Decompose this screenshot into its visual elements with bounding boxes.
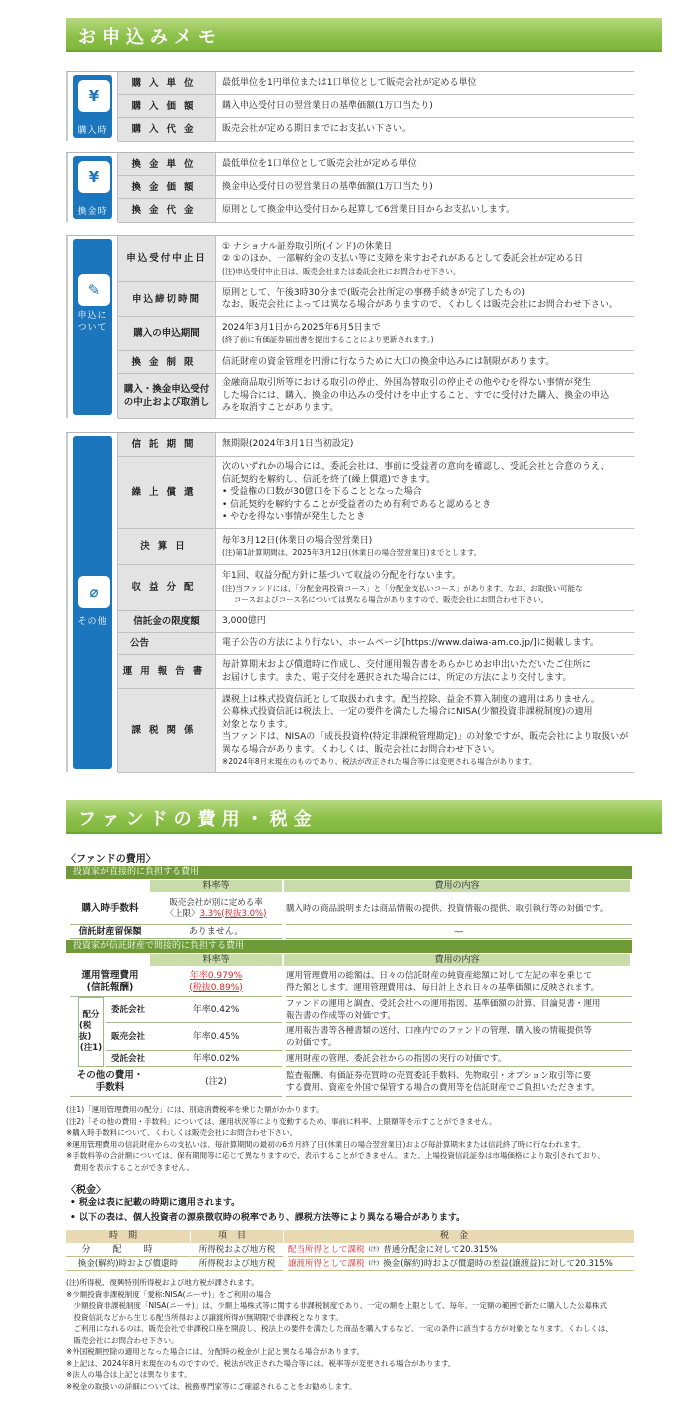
buy-fee-content: 購入時の商品説明または商品情報の提供、投資情報の提供、取引執行等の対価です。	[286, 893, 632, 925]
text-line: 課税上は株式投資信託として取扱われます。配当控除、益金不算入制度の適用はありません。	[222, 694, 600, 705]
distributor-content	[286, 1023, 632, 1051]
label-line: 配分	[82, 1010, 100, 1020]
row-value	[222, 374, 630, 418]
row-value	[222, 529, 630, 564]
row-label: 信託期間	[118, 433, 216, 456]
trustee-rate: 年率0.02%	[150, 1051, 282, 1067]
reserve-rate: ありません。	[150, 925, 282, 939]
row-label: 換金単位	[118, 153, 216, 175]
text-line: • やむを得ない事情が発生したとき	[222, 512, 366, 523]
row1-time: 分配時	[66, 1244, 190, 1257]
row-label: 換金価額	[118, 176, 216, 198]
text-line: した場合には、購入、換金の申込みの受付けを中止すること、すでに受付けた購入、換金の申込	[222, 390, 610, 401]
text-line: • 信託契約を解約することが受益者のため有利であると認めるとき	[222, 499, 492, 510]
row-value	[222, 689, 630, 772]
purchase-row	[118, 118, 634, 142]
trustor-rate: 年率0.42%	[150, 997, 282, 1023]
row-label: 換金制限	[118, 351, 216, 373]
fee-notes	[66, 1104, 646, 1173]
mgmt-fee-content	[286, 967, 632, 997]
note-line: ※少額投資非課税制度「愛称:NISA(ニーサ)」をご利用の場合	[66, 1289, 272, 1299]
purchase-section	[66, 71, 634, 141]
reserve-content: —	[286, 925, 632, 939]
note-line: ご利用になれるのは、販売会社で非課税口座を開設し、税法上の要件を満たした商品を購入するなど、一定の条件に該当する方が対象となります。くわしくは、	[66, 1324, 613, 1333]
row-label: 課税関係	[118, 689, 216, 772]
memo-title: お申込みメモ	[78, 27, 222, 48]
row-value: 原則として換金申込受付日から起算して6営業日目からお支払いします。	[222, 205, 516, 216]
text-line: ② ①のほか、一部解約金の支払い等に支障を来すおそれがあるとして委託会社が定める日	[222, 254, 583, 264]
row2-tax	[288, 1258, 634, 1271]
text-line: (注)当ファンドには、「分配金再投資コース」と「分配金支払いコース」があります。なお、お取扱い可能な	[222, 583, 583, 593]
label-line: (税抜)	[79, 1021, 92, 1042]
application-row	[118, 351, 634, 374]
row-label	[118, 633, 216, 654]
label-line: その他の費用・	[76, 1069, 144, 1081]
row-label: 購入代金	[118, 118, 216, 141]
item-header: 項目	[191, 1230, 283, 1243]
note-line: ※手数料等の合計額については、保有期間等に応じて異なりますので、表示することができません。また、上場投資信託証券は市場価格により取引されており、	[66, 1151, 605, 1160]
content-column-header: 費用の内容	[284, 880, 630, 892]
application-row	[118, 282, 634, 317]
note-mark: (注)	[368, 1260, 380, 1267]
tax-bullet: • 税金は表に記載の時期に適用されます。	[70, 1198, 241, 1208]
row-label: 申込締切時間	[118, 282, 216, 316]
rate-column-header: 料率等	[150, 880, 282, 892]
row-label: 運用報告書	[118, 655, 216, 688]
pen-icon: ✎	[78, 274, 110, 306]
row-value	[222, 317, 630, 350]
buy-fee-label: 購入時手数料	[70, 893, 150, 925]
label-text: 公告	[130, 638, 150, 649]
direct-costs-header: 投資家が直接的に負担する費用	[66, 866, 632, 879]
other-row	[118, 689, 634, 773]
redemption-row	[118, 153, 634, 176]
application-label-1: 申込に	[77, 311, 108, 321]
buy-rate-cap	[166, 909, 267, 920]
costs-banner	[66, 800, 662, 834]
tax-header: 税金	[284, 1230, 634, 1243]
text-line: 毎年3月12日(休業日の場合翌営業日)	[222, 535, 373, 546]
row-label: 決算日	[118, 529, 216, 564]
purchase-label: 購入時	[77, 126, 108, 136]
row-value: 3,000億円	[222, 616, 266, 627]
note-line: 費用を表示することができません。	[66, 1162, 194, 1172]
other-fees-content	[286, 1067, 632, 1097]
text-line: (注)申込受付中止日は、販売会社または委託会社にお問合わせ下さい。	[222, 266, 461, 276]
text-line: コースおよびコース名については異なる場合がありますので、販売会社にお問合わせ下さい。	[234, 594, 548, 604]
row-label: 購入の申込期間	[118, 317, 216, 350]
other-row	[118, 611, 634, 633]
note-line: ※法人の場合は上記とは異なります。	[66, 1370, 192, 1379]
redemption-label: 換金時	[77, 207, 108, 217]
application-row	[118, 236, 634, 282]
other-row	[118, 529, 634, 565]
label-line: (注1)	[79, 1043, 103, 1053]
note-line: ※購入時手数料について、くわしくは販売会社にお問合わせ下さい。	[66, 1128, 297, 1137]
label-line: (信託報酬)	[86, 981, 134, 993]
text-line: 毎計算期末および償還時に作成し、交付運用報告書をあらかじめお申出いただいたご住所に	[222, 660, 592, 670]
note-line: 投資信託などから生じる配当所得および譲渡所得が無期限で非課税となります。	[66, 1312, 343, 1322]
row2-time: 換金(解約)時および償還時	[66, 1258, 190, 1271]
note-line: 少額投資非課税制度「NISA(ニーサ)」は、少額上場株式等に関する非課税制度であり、一定の額を上限として、毎年、一定額の範囲で新たに購入した公募株式	[66, 1301, 608, 1310]
text-line: みを取消すことがあります。	[222, 403, 339, 414]
trustee-content: 運用財産の管理、委託会社からの指図の実行の対価です。	[286, 1051, 632, 1067]
distributor-rate: 年率0.45%	[150, 1023, 282, 1051]
text-line: (注)第1計算期間は、2025年3月12日(休業日の場合翌営業日)までとします。	[222, 548, 482, 558]
text-line: ① ナショナル証券取引所(インド)の休業日	[222, 241, 393, 252]
mgmt-fee-rate	[150, 967, 282, 997]
other-fees-label	[70, 1067, 150, 1097]
text-line: 報告書の作成等の対価です。	[286, 1010, 396, 1021]
row-label: 購入単位	[118, 72, 216, 94]
trustor-label: 委託会社	[106, 997, 150, 1023]
content-column-header: 費用の内容	[284, 954, 630, 966]
redemption-yen-icon: ¥	[78, 161, 110, 193]
text-line: 年1回、収益分配方針に基づいて収益の分配を行ないます。	[222, 571, 462, 582]
note-line: (注1)「運用管理費用の配分」には、別途消費税率を乗じた額がかかります。	[66, 1105, 324, 1114]
tax-notes	[66, 1277, 646, 1392]
redemption-row	[118, 176, 634, 199]
note-line: (注)所得税、復興特別所得税および地方税が課されます。	[66, 1278, 259, 1287]
row-label: 繰上償還	[118, 457, 216, 528]
row2-item: 所得税および地方税	[191, 1258, 283, 1271]
text-line: 公募株式投資信託は税法上、一定の要件を満たした場合にNISA(少額投資非課税制度)の適用	[222, 707, 593, 718]
note-line: ※税金の取扱いの詳細については、税務専門家等にご確認されることをお勧めします。	[66, 1381, 357, 1391]
note-mark: (注)	[368, 1246, 380, 1253]
paperclip-icon: ⌀	[78, 576, 110, 608]
note-line: (注2)「その他の費用・手数料」については、運用状況等により変動するため、事前に料率、上限額等を示すことができません。	[66, 1116, 497, 1126]
distributor-label: 販売会社	[106, 1023, 150, 1051]
other-icon-column	[66, 433, 118, 772]
application-row	[118, 374, 634, 419]
note-line: ※上記は、2024年8月末現在のものですので、税法が改正された場合等には、税率等が変更される場合があります。	[66, 1358, 456, 1368]
row-value	[222, 565, 630, 610]
redemption-row	[118, 199, 634, 223]
row-value	[222, 655, 630, 688]
row-value: 換金申込受付日の翌営業日の基準価額(1万口当たり)	[222, 181, 433, 192]
text-line: する費用、資産を外国で保管する場合の費用等を信託財産でご負担いただきます。	[286, 1082, 600, 1093]
other-row	[118, 633, 634, 655]
costs-title: ファンドの費用・税金	[78, 809, 318, 830]
text-line: 得た額とします。運用管理費用は、毎日計上され日々の基準価額に反映されます。	[286, 982, 600, 993]
rate-line: 年率0.979%	[189, 970, 243, 981]
taxation-type: 配当所得として課税	[288, 1245, 365, 1255]
row-label: 収益分配	[118, 565, 216, 610]
purchase-row	[118, 72, 634, 95]
text-line: ※2024年8月末現在のものであり、税法が改正された場合等には変更される場合があります。	[222, 757, 537, 767]
other-row	[118, 655, 634, 689]
tax-bullet: • 以下の表は、個人投資者の源泉徴収時の税率であり、課税方法等により異なる場合があります。	[70, 1213, 466, 1223]
other-row	[118, 457, 634, 529]
text-line: 異なる場合があります。くわしくは、販売会社にお問合わせ下さい。	[222, 744, 501, 755]
label-line: 運用管理費用	[81, 969, 139, 981]
application-icon-column	[66, 236, 118, 418]
note-line: 販売会社にお問合わせ下さい。	[66, 1335, 179, 1345]
text-line: お届けします。また、電子交付を選択された場合には、所定の方法により交付します。	[222, 672, 572, 683]
row-value: 無期限(2024年3月1日当初設定)	[222, 439, 354, 450]
row1-item: 所得税および地方税	[191, 1244, 283, 1257]
row-value: 信託財産の資金管理を円滑に行なうために大口の換金申込みには制限があります。	[222, 356, 555, 367]
text-line: 金融商品取引所等における取引の停止、外国為替取引の停止その他やむを得ない事情が発生	[222, 378, 592, 389]
reserve-label: 信託財産留保額	[70, 925, 150, 939]
buy-fee-rate	[150, 893, 282, 925]
row-label: 申込受付中止日	[118, 236, 216, 281]
tax-rate-text: 換金(解約)時および償還時の差益(譲渡益)に対して20.315%	[383, 1259, 613, 1269]
row-value: 電子公告の方法により行ない、ホームページ[https://www.daiwa-am.co.jp/]に掲載します。	[222, 638, 599, 649]
row-value	[222, 282, 630, 316]
text-line: 次のいずれかの場合には、委託会社は、事前に受益者の意向を確認し、受託会社と合意のうえ、	[222, 462, 610, 473]
row-value	[222, 236, 630, 281]
text-line: 原則として、午後3時30分まで(販売会社所定の事務手続きが完了したもの)	[222, 287, 526, 298]
redemption-section	[66, 152, 634, 222]
taxation-type: 譲渡所得として課税	[288, 1259, 365, 1269]
note-line: ※運用管理費用の信託財産からの支払いは、毎計算期間の最初の6カ月終了日(休業日の場合翌営業日)および毎計算期末または信託終了時に行なわれます。	[66, 1139, 585, 1149]
row-value: 購入申込受付日の翌営業日の基準価額(1万口当たり)	[222, 100, 433, 111]
text-line: (終了前に有価証券届出書を提出することにより更新されます。)	[222, 335, 434, 345]
text-line: 監査報酬、有価証券売買時の売買委託手数料、先物取引・オプション取引等に要	[286, 1070, 592, 1081]
application-label-2: ついて	[77, 323, 108, 333]
time-header: 時期	[66, 1230, 190, 1243]
row-value	[222, 457, 630, 528]
text-line: の対価です。	[286, 1037, 337, 1048]
other-fees-rate: (注2)	[150, 1067, 282, 1097]
row-label	[118, 374, 216, 418]
rate-line: (税抜0.89%)	[189, 982, 243, 993]
allocation-label	[78, 997, 104, 1067]
text-line: 運用報告書等各種書類の送付、口座内でのファンドの管理、購入後の情報提供等	[286, 1025, 592, 1036]
other-row	[118, 565, 634, 611]
indirect-costs-header: 投資家が信託財産で間接的に負担する費用	[66, 940, 632, 953]
text-line: 対象となります。	[222, 719, 294, 730]
buy-rate-line: 販売会社が別に定める率	[169, 897, 263, 908]
row-label: 信託金の限度額	[118, 611, 216, 632]
text-line: • 受益権の口数が30億口を下ることとなった場合	[222, 487, 422, 498]
memo-banner	[66, 18, 662, 52]
label-line: 購入・換金申込受付	[123, 384, 210, 395]
other-row	[118, 433, 634, 457]
row-value: 最低単位を1口単位として販売会社が定める単位	[222, 158, 417, 169]
cap-label: 〈上限〉	[165, 908, 200, 919]
text-line: ファンドの運用と調査、受託会社への運用指図、基準価額の計算、目論見書・運用	[286, 998, 601, 1009]
application-row	[118, 317, 634, 351]
text-line: なお、販売会社によっては異なる場合がありますので、くわしくは販売会社にお問合わせ下さい。	[222, 300, 618, 310]
other-label: その他	[77, 617, 108, 627]
row-value: 最低単位を1円単位または1口単位として販売会社が定める単位	[222, 77, 477, 88]
label-line: の中止および取消し	[123, 397, 210, 408]
mgmt-fee-label	[70, 967, 150, 997]
trustor-content	[286, 997, 632, 1023]
redemption-icon-column	[66, 153, 118, 222]
other-section	[66, 432, 634, 772]
row-label: 購入価額	[118, 95, 216, 117]
label-line: 手数料	[95, 1081, 125, 1093]
fees-title: 〈ファンドの費用〉	[66, 854, 156, 865]
text-line: 信託契約を解約し、信託を終了(繰上償還)できます。	[222, 474, 436, 485]
tax-rate-text: 普通分配金に対して20.315%	[383, 1245, 498, 1255]
text-line: 当ファンドは、NISAの「成長投資枠(特定非課税管理勘定)」の対象ですが、販売会社により取扱いが	[222, 732, 629, 743]
text-line: 2024年3月1日から2025年6月5日まで	[222, 322, 381, 333]
tax-title: 〈税金〉	[66, 1185, 106, 1196]
row1-tax	[288, 1244, 634, 1257]
note-line: ※外国税額控除の適用となった場合には、分配時の税金が上記と異なる場合があります。	[66, 1347, 365, 1356]
text-line: 運用管理費用の総額は、日々の信託財産の純資産総額に対して左記の率を乗じて	[286, 970, 593, 981]
row-value: 販売会社が定める期日までにお支払い下さい。	[222, 124, 412, 135]
trustee-label: 受託会社	[106, 1051, 150, 1067]
purchase-yen-icon: ¥	[78, 80, 110, 112]
application-section	[66, 235, 634, 418]
purchase-icon-column	[66, 72, 118, 141]
purchase-row	[118, 95, 634, 118]
cap-value: 3.3%(税抜3.0%)	[199, 908, 267, 919]
row-label: 換金代金	[118, 199, 216, 222]
rate-column-header: 料率等	[150, 954, 282, 966]
